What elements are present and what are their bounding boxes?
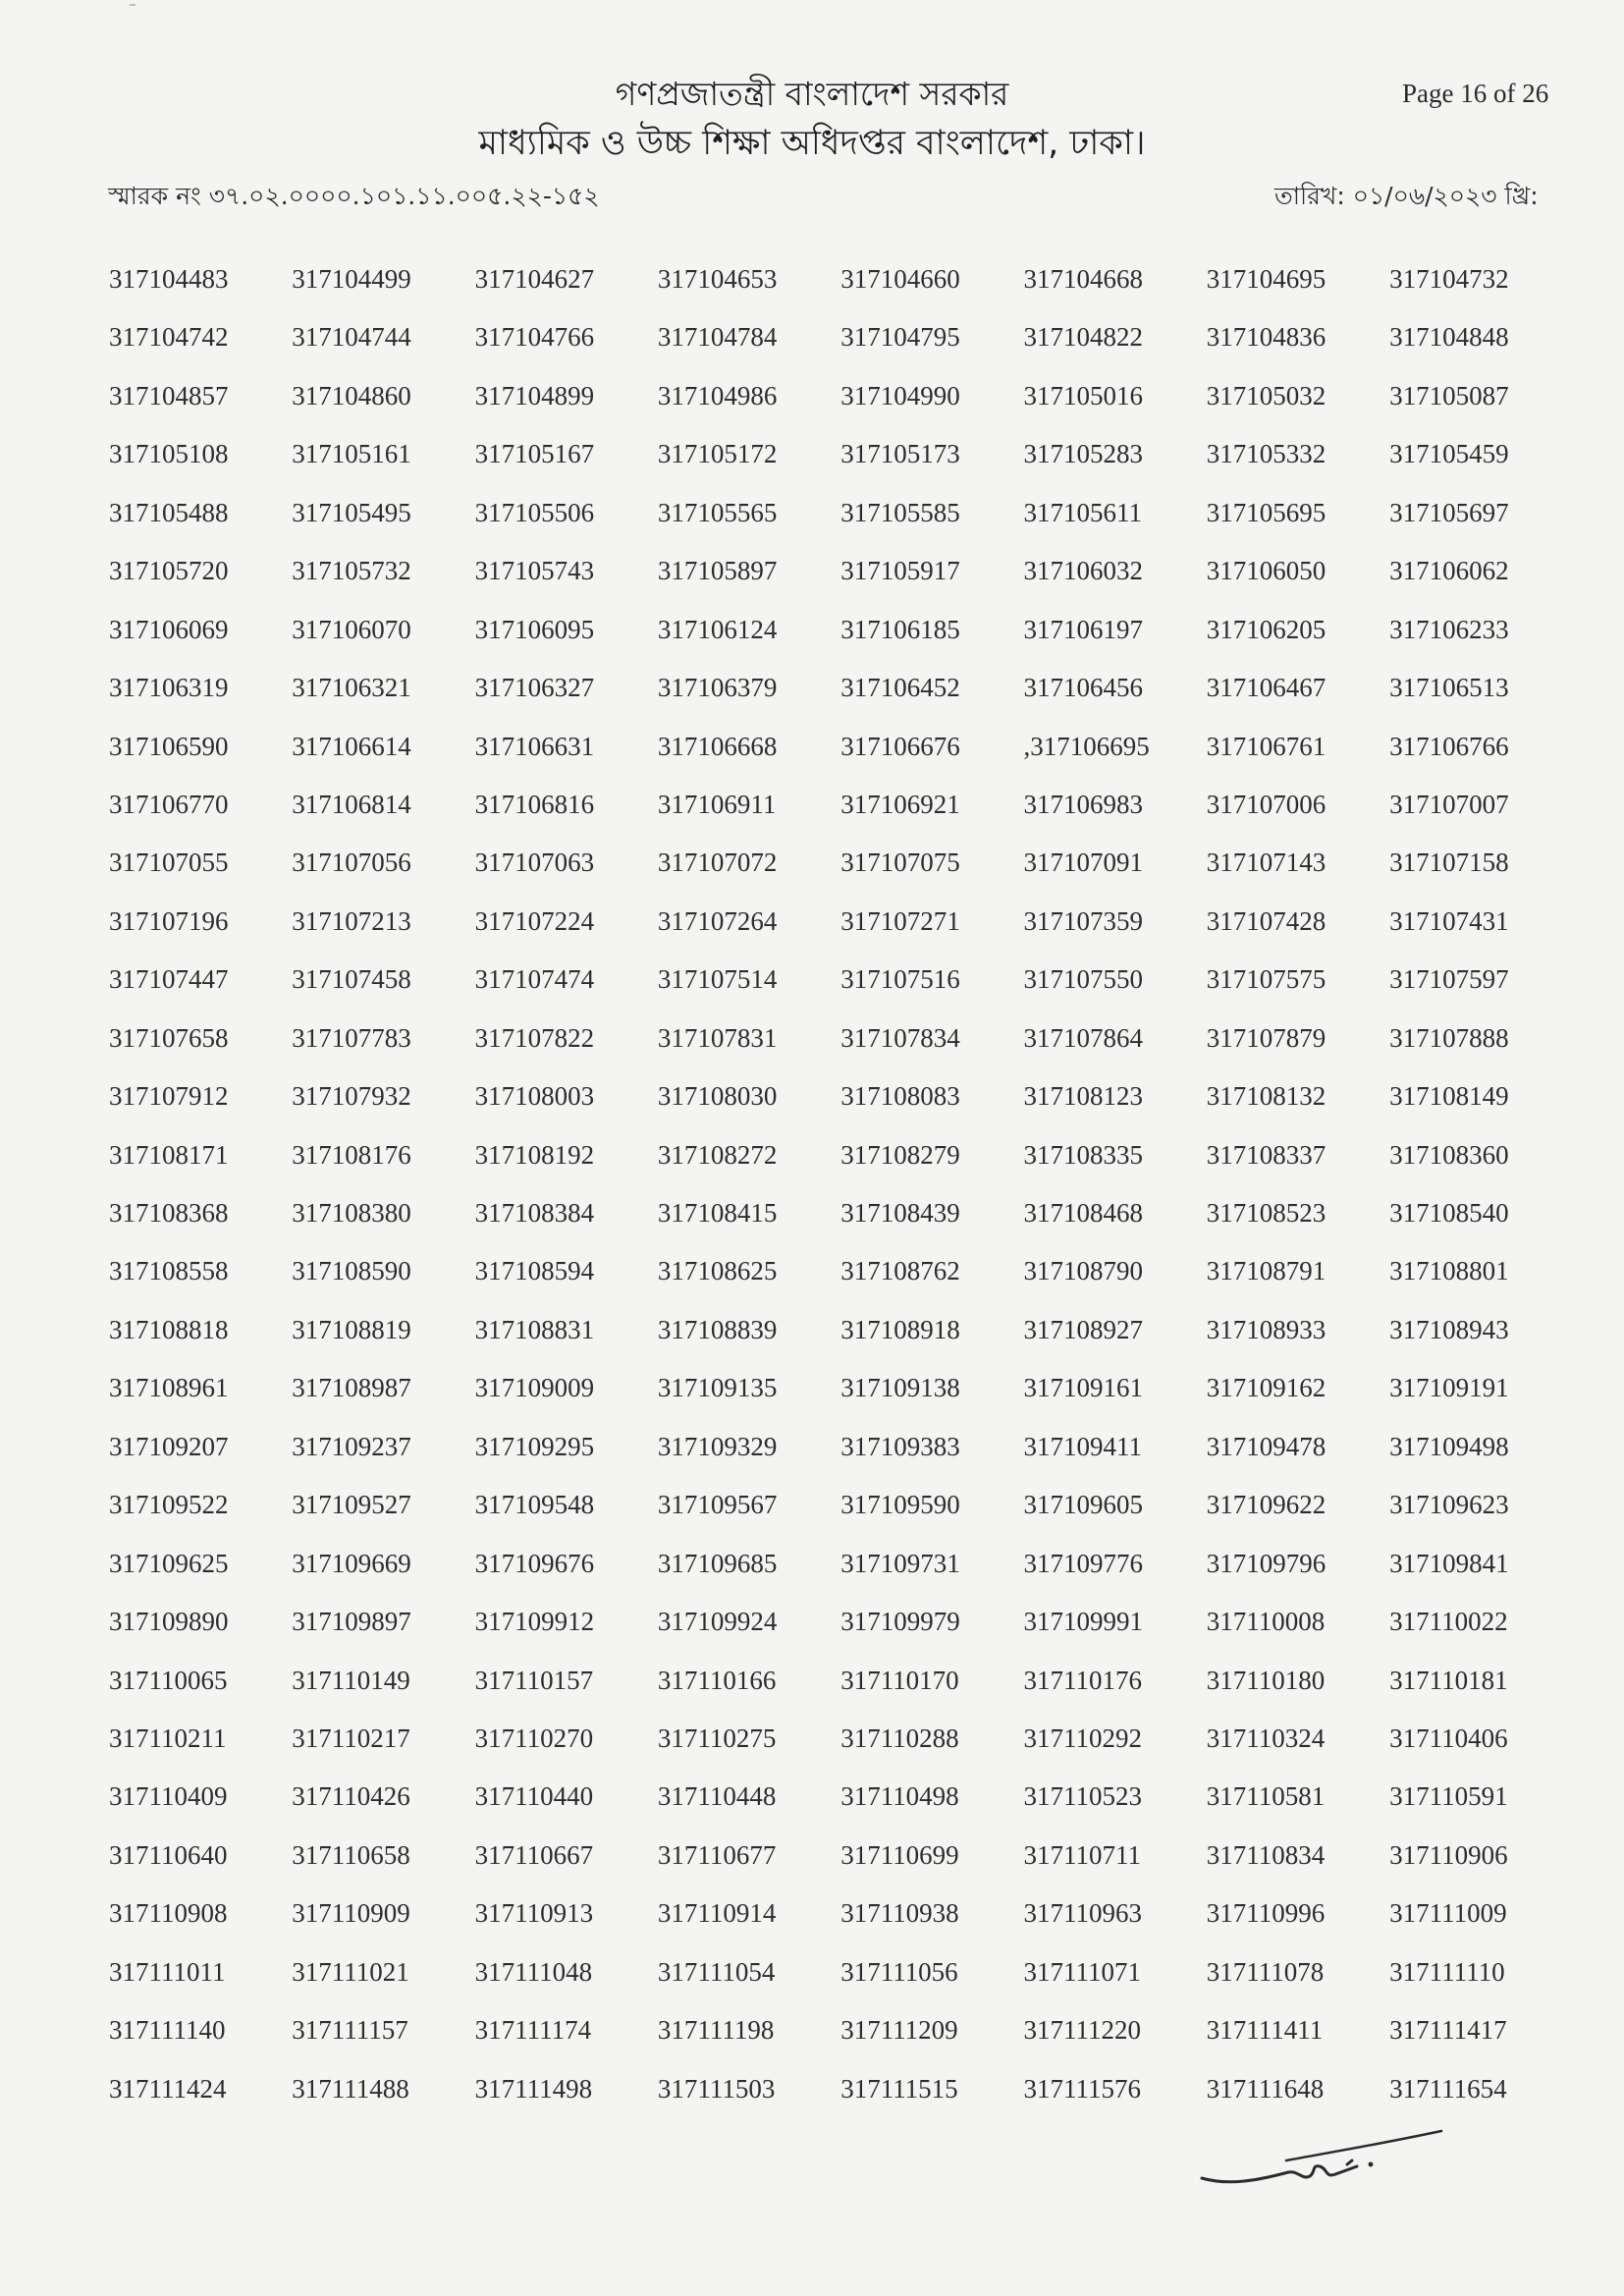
roll-number: 317109135	[657, 1373, 778, 1403]
roll-number: 317108933	[1206, 1314, 1326, 1344]
roll-number: 317107575	[1206, 964, 1326, 995]
roll-number: 317111498	[474, 2073, 593, 2104]
roll-number: 317106197	[1023, 614, 1143, 644]
roll-number: 317104899	[474, 380, 595, 410]
roll-number: 317108839	[657, 1314, 778, 1344]
roll-number: 317105167	[474, 439, 595, 469]
roll-number: 317107428	[1206, 905, 1326, 936]
roll-number: 317107213	[292, 905, 411, 936]
roll-number: 317108360	[1389, 1139, 1509, 1170]
roll-number: 317109567	[657, 1490, 778, 1520]
roll-number: 317107864	[1023, 1022, 1143, 1053]
roll-number: 317105917	[840, 556, 960, 586]
roll-number: 317108335	[1023, 1139, 1143, 1170]
roll-number: 317108030	[657, 1081, 778, 1112]
roll-number: 317108625	[657, 1256, 778, 1286]
roll-number: 317104795	[840, 322, 960, 353]
roll-number: 317108176	[292, 1139, 411, 1170]
roll-number: 317110963	[1023, 1898, 1142, 1929]
roll-number: 317108831	[474, 1314, 595, 1344]
roll-number: 317110288	[840, 1722, 959, 1753]
roll-number: 317104822	[1023, 322, 1143, 353]
roll-number: 317107932	[292, 1081, 411, 1112]
roll-number: 317109605	[1023, 1490, 1143, 1520]
roll-number: ,317106695	[1023, 731, 1150, 761]
roll-number: 317106319	[109, 673, 229, 703]
roll-number: 317106050	[1206, 556, 1326, 586]
roll-number: 317106069	[109, 614, 229, 644]
roll-number: 317108819	[292, 1314, 411, 1344]
roll-number: 317106321	[292, 673, 411, 703]
roll-number: 317105720	[109, 556, 229, 586]
roll-number: 317108272	[657, 1139, 778, 1170]
roll-number: 317104990	[840, 380, 960, 410]
roll-number: 317109237	[292, 1431, 411, 1461]
roll-number: 317111174	[474, 2015, 592, 2046]
roll-number: 317109623	[1389, 1490, 1509, 1520]
roll-number: 317111198	[657, 2015, 775, 2046]
roll-number: 317105697	[1389, 497, 1509, 527]
roll-number: 317106631	[474, 731, 595, 761]
roll-number: 317107888	[1389, 1022, 1509, 1053]
roll-number: 317110677	[657, 1839, 777, 1870]
roll-number: 317109207	[109, 1431, 229, 1461]
roll-number: 317111503	[657, 2073, 776, 2104]
roll-number: 317110292	[1023, 1722, 1142, 1753]
roll-number: 317110406	[1389, 1722, 1508, 1753]
roll-number: 317110909	[292, 1898, 410, 1929]
roll-number: 317107063	[474, 847, 595, 878]
roll-number: 317110658	[292, 1839, 410, 1870]
roll-number: 317109295	[474, 1431, 595, 1461]
roll-number: 317105283	[1023, 439, 1143, 469]
roll-number: 317111011	[109, 1956, 226, 1987]
roll-number: 317104627	[474, 264, 595, 294]
roll-number: 317105488	[109, 497, 229, 527]
roll-number: 317110166	[657, 1665, 777, 1695]
roll-number: 317106766	[1389, 731, 1509, 761]
roll-number: 317111048	[474, 1956, 593, 1987]
roll-number: 317111576	[1023, 2073, 1141, 2104]
roll-number: 317107447	[109, 964, 229, 995]
roll-number: 317111078	[1206, 1956, 1325, 1987]
roll-number: 317109411	[1023, 1431, 1142, 1461]
roll-number: 317110908	[109, 1898, 228, 1929]
roll-number: 317111515	[840, 2073, 958, 2104]
roll-number: 317106814	[292, 789, 411, 819]
roll-number: 317108468	[1023, 1198, 1143, 1228]
roll-number: 317106676	[840, 731, 960, 761]
roll-number: 317107831	[657, 1022, 778, 1053]
roll-number: 317110699	[840, 1839, 959, 1870]
roll-number: 317105565	[657, 497, 778, 527]
roll-number: 317111157	[292, 2015, 408, 2046]
roll-number: 317108279	[840, 1139, 960, 1170]
roll-number: 317108132	[1206, 1081, 1326, 1112]
roll-number: 317109161	[1023, 1373, 1143, 1403]
roll-number: 317108801	[1389, 1256, 1509, 1286]
roll-number: 317107359	[1023, 905, 1143, 936]
memo-number: স্মারক নং ৩৭.০২.০০০০.১০১.১১.০০৫.২২-১৫২	[108, 182, 600, 210]
roll-number: 317108590	[292, 1256, 411, 1286]
roll-number: 317111411	[1206, 2015, 1324, 2046]
roll-number: 317111140	[109, 2015, 226, 2046]
roll-number: 317110913	[474, 1898, 594, 1929]
roll-number: 317106062	[1389, 556, 1509, 586]
roll-number: 317106070	[292, 614, 411, 644]
roll-number: 317111648	[1206, 2073, 1325, 2104]
roll-number: 317109527	[292, 1490, 411, 1520]
roll-number: 317108927	[1023, 1314, 1143, 1344]
roll-number: 317108558	[109, 1256, 229, 1286]
roll-number: 317108368	[109, 1198, 229, 1228]
roll-number: 317106124	[657, 614, 778, 644]
roll-number: 317108943	[1389, 1314, 1509, 1344]
roll-number: 317109669	[292, 1548, 411, 1578]
roll-number: 317107834	[840, 1022, 960, 1053]
roll-number: 317110022	[1389, 1607, 1508, 1637]
roll-number: 317109329	[657, 1431, 778, 1461]
roll-number: 317107474	[474, 964, 595, 995]
roll-number: 317104744	[292, 322, 411, 353]
roll-number: 317106921	[840, 789, 960, 819]
roll-number: 317106816	[474, 789, 595, 819]
roll-number: 317110591	[1389, 1781, 1508, 1812]
roll-number: 317109625	[109, 1548, 229, 1578]
roll-number: 317110324	[1206, 1722, 1326, 1753]
roll-number: 317109979	[840, 1607, 960, 1637]
roll-number: 317108337	[1206, 1139, 1326, 1170]
roll-number: 317111220	[1023, 2015, 1141, 2046]
roll-number: 317109924	[657, 1607, 778, 1637]
roll-number: 317107271	[840, 905, 960, 936]
roll-number: 317108380	[292, 1198, 411, 1228]
roll-number: 317110711	[1023, 1839, 1141, 1870]
roll-number: 317104483	[109, 264, 229, 294]
roll-number-grid	[109, 259, 1572, 2127]
roll-number: 317106513	[1389, 673, 1509, 703]
roll-number: 317107075	[840, 847, 960, 878]
roll-number: 317107431	[1389, 905, 1509, 936]
roll-number: 317108083	[840, 1081, 960, 1112]
roll-number: 317110180	[1206, 1665, 1326, 1695]
roll-number: 317110667	[474, 1839, 594, 1870]
roll-number: 317104742	[109, 322, 229, 353]
roll-number: 317110270	[474, 1722, 594, 1753]
roll-number: 317107516	[840, 964, 960, 995]
roll-number: 317111054	[657, 1956, 776, 1987]
roll-number: 317110275	[657, 1722, 777, 1753]
roll-number: 317110426	[292, 1781, 410, 1812]
roll-number: 317104766	[474, 322, 595, 353]
roll-number: 317110996	[1206, 1898, 1326, 1929]
roll-number: 317110448	[657, 1781, 777, 1812]
roll-number: 317109890	[109, 1607, 229, 1637]
roll-number: 317109009	[474, 1373, 595, 1403]
roll-number: 317109191	[1389, 1373, 1509, 1403]
roll-number: 317108384	[474, 1198, 595, 1228]
roll-number: 317110914	[657, 1898, 777, 1929]
roll-number: 317108987	[292, 1373, 411, 1403]
roll-number: 317105897	[657, 556, 778, 586]
roll-number: 317105032	[1206, 380, 1326, 410]
roll-number: 317107550	[1023, 964, 1143, 995]
roll-number: 317105743	[474, 556, 595, 586]
roll-number: 317107006	[1206, 789, 1326, 819]
roll-number: 317110498	[840, 1781, 959, 1812]
roll-number: 317104499	[292, 264, 411, 294]
roll-number: 317108439	[840, 1198, 960, 1228]
roll-number: 317111056	[840, 1956, 958, 1987]
roll-number: 317107055	[109, 847, 229, 878]
roll-number: 317110181	[1389, 1665, 1508, 1695]
roll-number: 317109478	[1206, 1431, 1326, 1461]
roll-number: 317108762	[840, 1256, 960, 1286]
roll-number: 317111009	[1389, 1898, 1507, 1929]
roll-number: 317109731	[840, 1548, 960, 1578]
roll-number: 317107091	[1023, 847, 1143, 878]
roll-number: 317110440	[474, 1781, 594, 1812]
roll-number: 317104857	[109, 380, 229, 410]
roll-number: 317105611	[1023, 497, 1142, 527]
roll-number: 317109498	[1389, 1431, 1509, 1461]
roll-number: 317106185	[840, 614, 960, 644]
roll-number: 317104836	[1206, 322, 1326, 353]
roll-number: 317106761	[1206, 731, 1326, 761]
roll-number: 317108540	[1389, 1198, 1509, 1228]
roll-number: 317109912	[474, 1607, 595, 1637]
roll-number: 317105161	[292, 439, 411, 469]
roll-number: 317105732	[292, 556, 411, 586]
roll-number: 317106770	[109, 789, 229, 819]
roll-number: 317109522	[109, 1490, 229, 1520]
roll-number: 317108791	[1206, 1256, 1326, 1286]
roll-number: 317105016	[1023, 380, 1143, 410]
roll-number: 317104653	[657, 264, 778, 294]
roll-number: 317109776	[1023, 1548, 1143, 1578]
roll-number: 317107783	[292, 1022, 411, 1053]
roll-number: 317107264	[657, 905, 778, 936]
roll-number: 317107224	[474, 905, 595, 936]
roll-number: 317107879	[1206, 1022, 1326, 1053]
scan-mark	[130, 4, 135, 6]
roll-number: 317109991	[1023, 1607, 1143, 1637]
roll-number: 317110581	[1206, 1781, 1326, 1812]
roll-number: 317104784	[657, 322, 778, 353]
roll-number: 317108171	[109, 1139, 229, 1170]
roll-number: 317110149	[292, 1665, 410, 1695]
signature	[1200, 2121, 1445, 2200]
roll-number: 317110906	[1389, 1839, 1508, 1870]
roll-number: 317106911	[657, 789, 777, 819]
roll-number: 317104860	[292, 380, 411, 410]
roll-number: 317107158	[1389, 847, 1509, 878]
roll-number: 317109841	[1389, 1548, 1509, 1578]
roll-number: 317106614	[292, 731, 411, 761]
roll-number: 317106095	[474, 614, 595, 644]
roll-number: 317107912	[109, 1081, 229, 1112]
roll-number: 317105695	[1206, 497, 1326, 527]
roll-number: 317109138	[840, 1373, 960, 1403]
roll-number: 317104660	[840, 264, 960, 294]
roll-number: 317110176	[1023, 1665, 1142, 1695]
roll-number: 317109162	[1206, 1373, 1326, 1403]
roll-number: 317108790	[1023, 1256, 1143, 1286]
roll-number: 317106233	[1389, 614, 1509, 644]
roll-number: 317110008	[1206, 1607, 1326, 1637]
issue-date: তারিখ: ০১/০৬/২০২৩ খ্রি:	[1274, 182, 1539, 210]
roll-number: 317108818	[109, 1314, 229, 1344]
roll-number: 317105506	[474, 497, 595, 527]
roll-number: 317107514	[657, 964, 778, 995]
roll-number: 317106205	[1206, 614, 1326, 644]
roll-number: 317104668	[1023, 264, 1143, 294]
roll-number: 317109685	[657, 1548, 778, 1578]
roll-number: 317111417	[1389, 2015, 1507, 2046]
roll-number: 317111021	[292, 1956, 409, 1987]
roll-number: 317105172	[657, 439, 778, 469]
roll-number: 317108415	[657, 1198, 778, 1228]
roll-number: 317106452	[840, 673, 960, 703]
roll-number: 317109676	[474, 1548, 595, 1578]
roll-number: 317111110	[1389, 1956, 1505, 1987]
roll-number: 317109897	[292, 1607, 411, 1637]
roll-number: 317110409	[109, 1781, 228, 1812]
roll-number: 317110065	[109, 1665, 228, 1695]
roll-number: 317108523	[1206, 1198, 1326, 1228]
roll-number: 317109548	[474, 1490, 595, 1520]
roll-number: 317106456	[1023, 673, 1143, 703]
roll-number: 317110834	[1206, 1839, 1326, 1870]
roll-number: 317108594	[474, 1256, 595, 1286]
roll-number: 317110211	[109, 1722, 227, 1753]
roll-number: 317108003	[474, 1081, 595, 1112]
roll-number: 317104732	[1389, 264, 1509, 294]
roll-number: 317104695	[1206, 264, 1326, 294]
roll-number: 317110170	[840, 1665, 959, 1695]
roll-number: 317106032	[1023, 556, 1143, 586]
roll-number: 317109383	[840, 1431, 960, 1461]
roll-number: 317108961	[109, 1373, 229, 1403]
roll-number: 317104986	[657, 380, 778, 410]
roll-number: 317107822	[474, 1022, 595, 1053]
roll-number: 317104848	[1389, 322, 1509, 353]
roll-number: 317107458	[292, 964, 411, 995]
roll-number: 317108192	[474, 1139, 595, 1170]
roll-number: 317111071	[1023, 1956, 1141, 1987]
roll-number: 317109622	[1206, 1490, 1326, 1520]
roll-number: 317109590	[840, 1490, 960, 1520]
roll-number: 317106379	[657, 673, 778, 703]
roll-number: 317105495	[292, 497, 411, 527]
roll-number: 317110640	[109, 1839, 228, 1870]
roll-number: 317106590	[109, 731, 229, 761]
roll-number: 317110157	[474, 1665, 594, 1695]
roll-number: 317107056	[292, 847, 411, 878]
roll-number: 317107007	[1389, 789, 1509, 819]
roll-number: 317108123	[1023, 1081, 1143, 1112]
roll-number: 317110217	[292, 1722, 410, 1753]
roll-number: 317107658	[109, 1022, 229, 1053]
roll-number: 317108149	[1389, 1081, 1509, 1112]
roll-number: 317111424	[109, 2073, 227, 2104]
roll-number: 317105332	[1206, 439, 1326, 469]
roll-number: 317111654	[1389, 2073, 1507, 2104]
roll-number: 317107072	[657, 847, 778, 878]
roll-number: 317110523	[1023, 1781, 1142, 1812]
roll-number: 317107196	[109, 905, 229, 936]
roll-number: 317106467	[1206, 673, 1326, 703]
roll-number: 317105108	[109, 439, 229, 469]
government-heading: গণপ্রজাতন্ত্রী বাংলাদেশ সরকার	[615, 75, 1009, 113]
roll-number: 317105459	[1389, 439, 1509, 469]
roll-number: 317110938	[840, 1898, 959, 1929]
roll-number: 317107597	[1389, 964, 1509, 995]
roll-number: 317105585	[840, 497, 960, 527]
roll-number: 317109796	[1206, 1548, 1326, 1578]
roll-number: 317111209	[840, 2015, 958, 2046]
roll-number: 317106327	[474, 673, 595, 703]
roll-number: 317111488	[292, 2073, 409, 2104]
roll-number: 317105173	[840, 439, 960, 469]
roll-number: 317108918	[840, 1314, 960, 1344]
roll-number: 317106668	[657, 731, 778, 761]
roll-number: 317107143	[1206, 847, 1326, 878]
roll-number: 317106983	[1023, 789, 1143, 819]
page-number: Page 16 of 26	[1402, 79, 1549, 108]
roll-number: 317105087	[1389, 380, 1509, 410]
department-heading: মাধ্যমিক ও উচ্চ শিক্ষা অধিদপ্তর বাংলাদেশ, ঢাকা।	[478, 124, 1146, 163]
